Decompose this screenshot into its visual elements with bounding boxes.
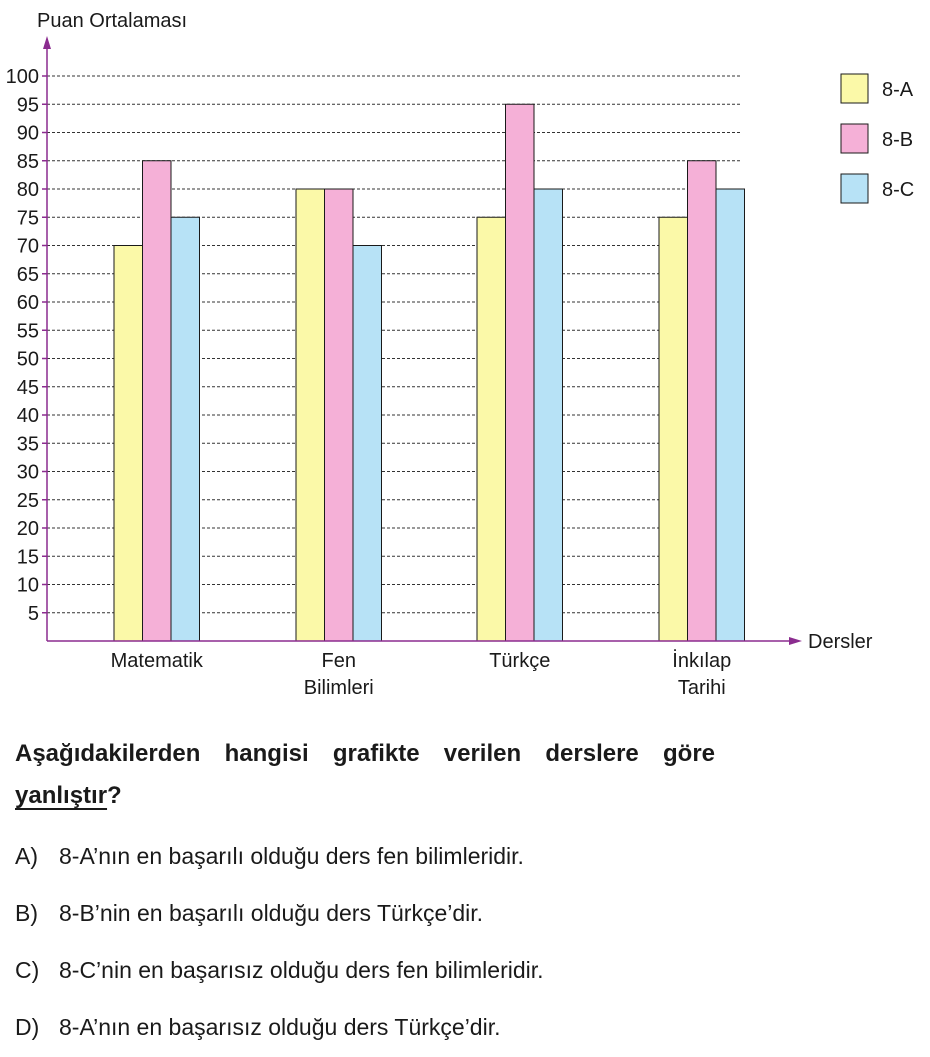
bar-8-C-3 [716, 189, 745, 641]
option-text: 8-A’nın en başarısız olduğu ders Türkçe’dir. [59, 1014, 501, 1040]
y-tick-label: 5 [27, 602, 39, 625]
legend-label: 8-B [882, 129, 914, 151]
y-tick-label: 45 [16, 376, 39, 399]
question [15, 733, 715, 817]
option-a[interactable] [15, 843, 524, 870]
y-axis-arrow [43, 36, 51, 49]
y-tick-label: 65 [16, 263, 39, 286]
y-tick-label: 20 [16, 518, 39, 540]
bar-8-B-1 [325, 189, 354, 641]
option-letter: A) [15, 843, 38, 869]
bar-8-B-2 [506, 104, 535, 641]
question-suffix: ? [107, 782, 122, 809]
legend-label: 8-C [882, 179, 915, 201]
y-tick-label: 100 [5, 66, 39, 88]
bar-8-A-1 [296, 189, 325, 641]
bar-8-C-2 [534, 189, 563, 641]
option-d[interactable] [15, 1014, 501, 1041]
x-tick-label: İnkılap [672, 650, 732, 672]
bar-8-C-0 [171, 217, 200, 641]
y-axis-title: Puan Ortalaması [37, 10, 188, 32]
option-letter: C) [15, 957, 40, 983]
question-underlined-word: yanlıştır [15, 782, 108, 809]
option-c[interactable] [15, 957, 544, 984]
y-tick-label: 70 [16, 235, 39, 258]
question-text [15, 733, 715, 817]
y-tick-label: 50 [16, 348, 39, 371]
y-tick-label: 10 [16, 574, 39, 597]
y-tick-label: 55 [16, 320, 39, 343]
y-tick-label: 90 [16, 122, 39, 145]
option-text: 8-B’nin en başarılı olduğu ders Türkçe’dir. [59, 900, 484, 926]
legend-swatch [841, 174, 868, 203]
bar-8-A-3 [659, 217, 688, 641]
y-tick-label: 75 [16, 207, 39, 230]
option-letter: D) [15, 1014, 40, 1040]
y-tick-label: 15 [16, 546, 39, 569]
y-tick-label: 25 [16, 489, 39, 512]
y-tick-label: 80 [16, 179, 39, 201]
y-tick-label: 60 [16, 292, 39, 314]
bar-8-B-0 [143, 161, 172, 641]
x-tick-label: Bilimleri [303, 677, 374, 699]
option-text: 8-A’nın en başarılı olduğu ders fen bilimleridir. [59, 843, 524, 869]
option-text: 8-C’nin en başarısız olduğu ders fen bilimleridir. [59, 957, 544, 983]
x-tick-label: Türkçe [489, 650, 551, 672]
y-tick-label: 95 [16, 94, 39, 117]
x-tick-label: Tarihi [677, 677, 726, 699]
option-b[interactable] [15, 900, 483, 927]
x-axis-arrow [789, 637, 802, 645]
question-prefix: Aşağıdakilerden hangisi grafikte verilen derslere göre [15, 740, 715, 767]
x-axis-title: Dersler [808, 631, 873, 653]
y-tick-label: 30 [16, 461, 39, 484]
y-tick-label: 40 [16, 405, 39, 427]
x-tick-label: Fen [321, 650, 356, 672]
y-tick-label: 85 [16, 150, 39, 173]
legend-label: 8-A [882, 79, 914, 101]
legend-swatch [841, 124, 868, 153]
bar-8-C-1 [353, 246, 382, 642]
bar-8-A-0 [114, 246, 143, 642]
option-letter: B) [15, 900, 38, 926]
y-tick-label: 35 [16, 433, 39, 456]
bar-8-B-3 [688, 161, 717, 641]
x-tick-label: Matematik [110, 650, 203, 672]
legend-swatch [841, 74, 868, 103]
bar-8-A-2 [477, 217, 506, 641]
